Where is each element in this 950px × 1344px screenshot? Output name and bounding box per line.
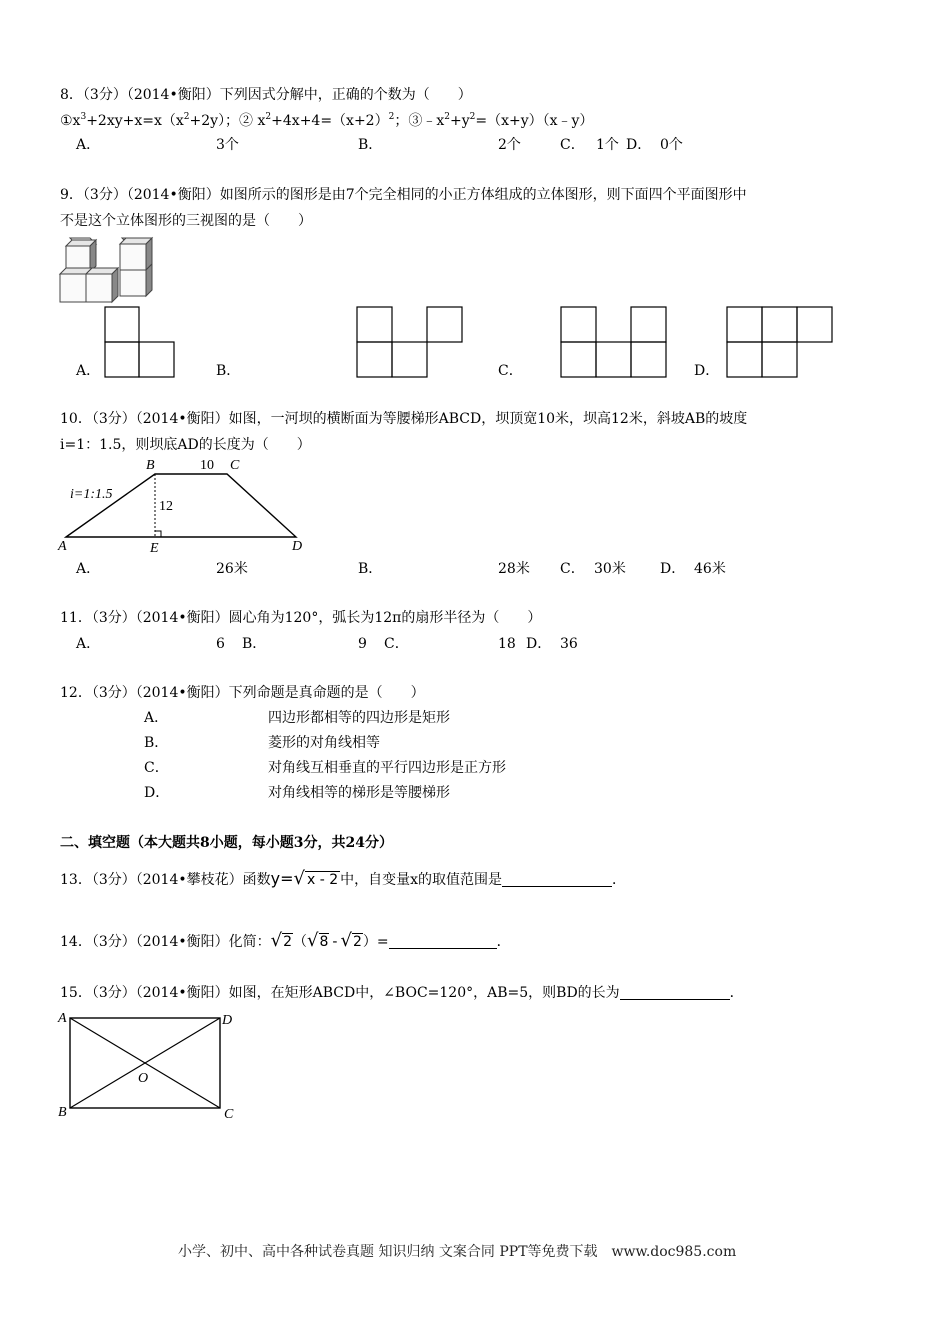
q10-height-label: 12	[159, 499, 173, 514]
q10-stem-line1: 10．（3分）（2014•衡阳）如图，一河坝的横断面为等腰梯形ABCD，坝顶宽10米，坝高12米，斜坡AB的坡度	[60, 411, 748, 427]
q13-stem-post: 中，自变量x的取值范围是	[340, 872, 503, 888]
q14-eq: =	[376, 934, 389, 950]
q8-expr-part: ；③﹣x	[394, 113, 445, 129]
q8-expr-part: ①x	[60, 113, 81, 129]
q9-option-c-view	[560, 306, 670, 378]
q9-stem-line1: 9．（3分）（2014•衡阳）如图所示的图形是由7个完全相同的小正方体组成的立体图形，则下面四个平面图形中	[60, 187, 747, 203]
q8-expr-part: =（x+y）（x﹣y）	[475, 113, 594, 129]
q8-expr-part: +2xy+x=x（x	[86, 113, 184, 129]
q8-option-c-label: C．	[560, 137, 585, 153]
q10-label-a: A	[58, 539, 67, 554]
q14-sqrt-sign: √	[340, 930, 352, 951]
q14-radicand-1: 2	[283, 934, 293, 950]
q8-stem: 8．（3分）（2014•衡阳）下列因式分解中，正确的个数为（ ）	[60, 87, 472, 103]
section-title: 二、填空题（本大题共8小题，每小题3分，共24分）	[60, 835, 393, 851]
q9-option-a-label: A．	[76, 363, 101, 379]
q8-exp: 2	[265, 112, 272, 122]
q8-option-d-text: 0个	[660, 137, 683, 153]
q9-option-d-label: D．	[694, 363, 720, 379]
q12-option-text: 菱形的对角线相等	[268, 735, 380, 751]
q15-label-c: C	[224, 1107, 234, 1122]
q8-option-a-text: 3个	[216, 137, 239, 153]
q11-option-a-label: A．	[76, 636, 101, 652]
q14-stem-pre: 14．（3分）（2014•衡阳）化简：	[60, 934, 271, 950]
q9-option-a-view	[104, 306, 176, 378]
q13-sqrt-sign: √	[293, 868, 305, 889]
q12-option-text: 对角线相等的梯形是等腰梯形	[268, 785, 450, 801]
q13-radicand: x - 2	[306, 872, 339, 888]
q10-option-a-label: A．	[76, 561, 101, 577]
q15-label-d: D	[222, 1013, 233, 1028]
page-footer: 小学、初中、高中各种试卷真题 知识归纳 文案合同 PPT等免费下载 www.doc985.com	[178, 1244, 737, 1260]
q10-option-b-label: B．	[358, 561, 383, 577]
q9-option-c-label: C．	[498, 363, 523, 379]
q10-option-a-text: 26米	[216, 561, 248, 577]
q10-slope-label: i=1:1.5	[70, 487, 113, 502]
q8-expression	[60, 112, 593, 130]
q10-option-c-label: C．	[560, 561, 585, 577]
q13-line	[60, 870, 626, 889]
q15-end: ．	[729, 985, 744, 1001]
q15-answer-blank[interactable]	[620, 985, 730, 1000]
q13-stem-pre: 13．（3分）（2014•攀枝花）函数	[60, 872, 271, 888]
q11-option-b-label: B．	[242, 636, 267, 652]
q9-stem-line2: 不是这个立体图形的三视图的是（ ）	[60, 213, 312, 229]
q10-label-d: D	[292, 539, 303, 554]
q8-exp: 2	[444, 112, 450, 122]
q10-label-b: B	[146, 458, 155, 473]
q10-label-e: E	[150, 541, 159, 556]
q12-option-label: A．	[144, 710, 169, 726]
q10-option-d-label: D．	[660, 561, 686, 577]
q14-radicand-3: 2	[352, 934, 362, 950]
q8-expr-part: +2y）；② x	[189, 113, 266, 129]
q9-option-d-view	[726, 306, 836, 378]
q10-top-width: 10	[200, 458, 214, 473]
q14-sqrt-sign: √	[307, 930, 319, 951]
q10-stem-line2: i=1：1.5，则坝底AD的长度为（ ）	[60, 437, 311, 453]
q14-sqrt-sign: √	[270, 930, 283, 951]
q8-expr-part: +4x+4=（x+2）	[271, 113, 389, 129]
q10-dam-trapezoid-figure	[54, 454, 314, 556]
q13-y-eq: y=	[270, 869, 294, 888]
q11-option-b-text: 9	[358, 636, 367, 652]
q14-line	[60, 932, 511, 951]
q11-option-d-text: 36	[560, 636, 578, 652]
q12-option-text: 四边形都相等的四边形是矩形	[268, 710, 450, 726]
q8-expr-part: +y	[449, 113, 470, 129]
q8-option-d-label: D．	[626, 137, 652, 153]
q9-option-b-view	[356, 306, 466, 378]
q15-rectangle-figure	[54, 1006, 250, 1124]
q15-stem-pre: 15．（3分）（2014•衡阳）如图，在矩形ABCD中，∠BOC=120°，AB=5，则BD的长为	[60, 985, 620, 1001]
q11-option-d-label: D．	[526, 636, 552, 652]
q12-option-text: 对角线互相垂直的平行四边形是正方形	[268, 760, 506, 776]
q8-option-b-label: B．	[358, 137, 383, 153]
q9-cube-solid-figure	[56, 234, 156, 306]
q15-label-b: B	[58, 1105, 67, 1120]
q14-paren-close: ）	[362, 934, 377, 950]
q14-minus: -	[332, 934, 338, 950]
q8-option-a-label: A．	[76, 137, 101, 153]
q13-answer-blank[interactable]	[502, 872, 612, 887]
q12-option-label: D．	[144, 785, 170, 801]
q11-option-c-text: 18	[498, 636, 516, 652]
q11-option-a-text: 6	[216, 636, 225, 652]
q8-option-c-text: 1个	[596, 137, 619, 153]
q15-label-a: A	[58, 1011, 67, 1026]
q12-option-label: B．	[144, 735, 169, 751]
q10-option-c-text: 30米	[594, 561, 626, 577]
q10-label-c: C	[230, 458, 240, 473]
q8-exp: 2	[183, 112, 190, 122]
q15-line	[60, 984, 744, 1002]
q11-stem: 11．（3分）（2014•衡阳）圆心角为120°，弧长为12π的扇形半径为（ ）	[60, 610, 542, 626]
q10-option-b-text: 28米	[498, 561, 530, 577]
q10-option-d-text: 46米	[694, 561, 726, 577]
q9-option-b-label: B．	[216, 363, 241, 379]
q13-end: ．	[612, 872, 627, 888]
q8-exp: 2	[469, 112, 476, 122]
q15-label-o: O	[138, 1071, 149, 1086]
q14-answer-blank[interactable]	[389, 934, 497, 949]
q12-option-label: C．	[144, 760, 169, 776]
q12-stem: 12．（3分）（2014•衡阳）下列命题是真命题的是（ ）	[60, 685, 425, 701]
q14-paren-open: （	[293, 934, 308, 950]
q8-exp: 3	[80, 112, 87, 122]
q8-exp: 2	[388, 112, 395, 122]
q8-option-b-text: 2个	[498, 137, 521, 153]
q14-end: ．	[496, 934, 511, 950]
q11-option-c-label: C．	[384, 636, 409, 652]
q14-radicand-2: 8	[319, 934, 329, 950]
